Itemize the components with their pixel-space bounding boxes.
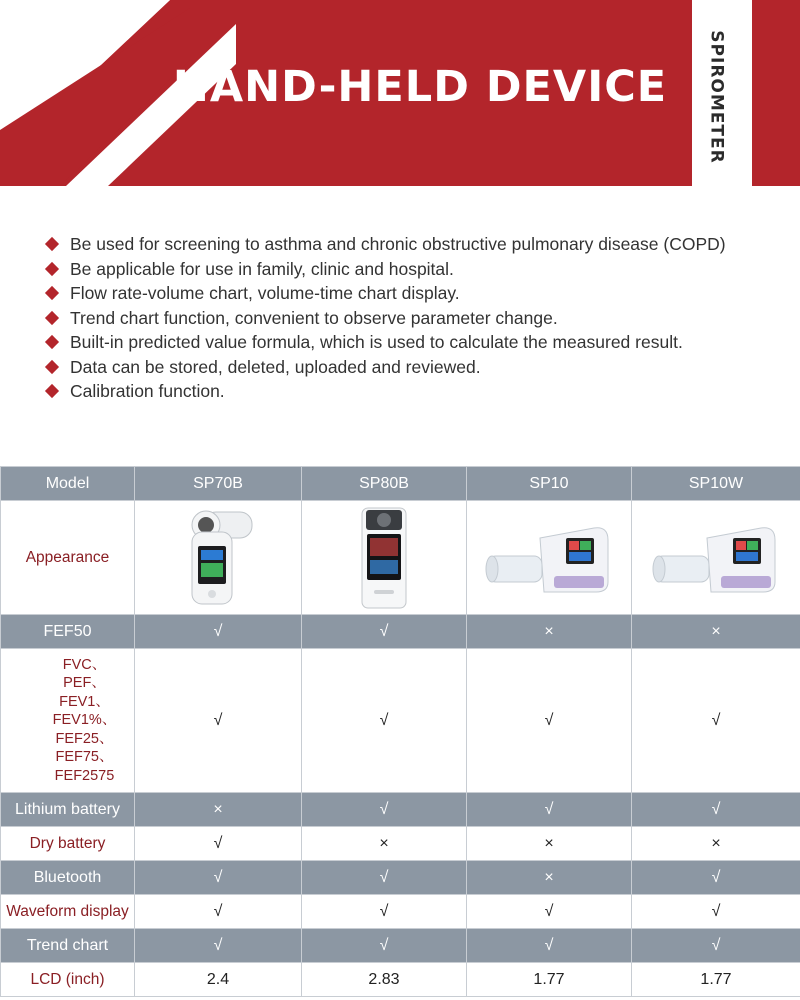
trend-sp80b: √	[302, 929, 467, 963]
table-row-bluetooth	[1, 861, 800, 895]
dry-sp10: ×	[467, 827, 632, 861]
bluetooth-sp70b: √	[135, 861, 302, 895]
row-label-appearance: Appearance	[1, 501, 135, 615]
waveform-sp80b: √	[302, 895, 467, 929]
row-label-lcd: LCD (inch)	[1, 963, 135, 997]
trend-sp10: √	[467, 929, 632, 963]
row-label-params	[1, 649, 135, 793]
fef50-sp10: ×	[467, 615, 632, 649]
param-label: FEF75、	[55, 749, 114, 766]
appearance-sp70b	[135, 501, 302, 615]
trend-sp10w: √	[632, 929, 800, 963]
waveform-sp70b: √	[135, 895, 302, 929]
appearance-sp10w	[632, 501, 800, 615]
side-label-text: SPIROMETER	[707, 30, 727, 164]
sp10w-device-image	[651, 518, 781, 598]
bluetooth-sp10w: √	[632, 861, 800, 895]
appearance-sp80b	[302, 501, 467, 615]
feature-item: Data can be stored, deleted, uploaded and reviewed.	[44, 355, 756, 380]
param-label: PEF、	[63, 675, 106, 692]
side-label	[700, 8, 734, 186]
feature-item: Be applicable for use in family, clinic and hospital.	[44, 257, 756, 282]
spec-table	[0, 466, 800, 997]
appearance-sp10	[467, 501, 632, 615]
table-row-waveform	[1, 895, 800, 929]
dry-sp70b: √	[135, 827, 302, 861]
sp80b-device-image	[354, 506, 414, 610]
table-row-dry	[1, 827, 800, 861]
feature-item: Be used for screening to asthma and chronic obstructive pulmonary disease (COPD)	[44, 232, 756, 257]
row-label-fef50: FEF50	[1, 615, 135, 649]
lithium-sp10w: √	[632, 793, 800, 827]
feature-list	[44, 232, 756, 404]
waveform-sp10w: √	[632, 895, 800, 929]
header-model-sp80b: SP80B	[302, 467, 467, 501]
row-label-dry: Dry battery	[1, 827, 135, 861]
lithium-sp10: √	[467, 793, 632, 827]
lcd-sp80b: 2.83	[302, 963, 467, 997]
fef50-sp70b: √	[135, 615, 302, 649]
banner-right-block	[752, 0, 800, 186]
header-model-sp10w: SP10W	[632, 467, 800, 501]
waveform-sp10: √	[467, 895, 632, 929]
param-label: FEV1%、	[52, 712, 117, 729]
lithium-sp80b: √	[302, 793, 467, 827]
param-label: FEV1、	[59, 693, 110, 710]
diamond-bullet-icon	[45, 237, 59, 251]
diamond-bullet-icon	[45, 261, 59, 275]
diamond-bullet-icon	[45, 359, 59, 373]
table-header-row	[1, 467, 800, 501]
param-label: FVC、	[62, 656, 107, 673]
row-label-trend: Trend chart	[1, 929, 135, 963]
params-sp10: √	[467, 649, 632, 793]
sp10-device-image	[484, 518, 614, 598]
bluetooth-sp80b: √	[302, 861, 467, 895]
param-label: FEF2575	[54, 767, 115, 784]
trend-sp70b: √	[135, 929, 302, 963]
bluetooth-sp10: ×	[467, 861, 632, 895]
fef50-sp80b: √	[302, 615, 467, 649]
table-row-params	[1, 649, 800, 793]
feature-item: Calibration function.	[44, 379, 756, 404]
feature-item: Built-in predicted value formula, which is used to calculate the measured result.	[44, 330, 756, 355]
table-row-appearance	[1, 501, 800, 615]
params-sp70b: √	[135, 649, 302, 793]
row-label-bluetooth: Bluetooth	[1, 861, 135, 895]
header-model-sp70b: SP70B	[135, 467, 302, 501]
params-sp80b: √	[302, 649, 467, 793]
diamond-bullet-icon	[45, 384, 59, 398]
lcd-sp10: 1.77	[467, 963, 632, 997]
diamond-bullet-icon	[45, 286, 59, 300]
fef50-sp10w: ×	[632, 615, 800, 649]
row-label-waveform: Waveform display	[1, 895, 135, 929]
lcd-sp10w: 1.77	[632, 963, 800, 997]
table-row-lithium	[1, 793, 800, 827]
header-banner	[0, 0, 800, 186]
diamond-bullet-icon	[45, 310, 59, 324]
dry-sp80b: ×	[302, 827, 467, 861]
lithium-sp70b: ×	[135, 793, 302, 827]
row-label-lithium: Lithium battery	[1, 793, 135, 827]
feature-item: Trend chart function, convenient to observe parameter change.	[44, 306, 756, 331]
table-row-trend	[1, 929, 800, 963]
param-label: FEF25、	[55, 730, 114, 747]
feature-item: Flow rate-volume chart, volume-time chart display.	[44, 281, 756, 306]
header-model-label: Model	[1, 467, 135, 501]
params-sp10w: √	[632, 649, 800, 793]
lcd-sp70b: 2.4	[135, 963, 302, 997]
diamond-bullet-icon	[45, 335, 59, 349]
dry-sp10w: ×	[632, 827, 800, 861]
header-model-sp10: SP10	[467, 467, 632, 501]
table-row-fef50	[1, 615, 800, 649]
table-row-lcd	[1, 963, 800, 997]
sp70b-device-image	[176, 508, 260, 608]
page-title: HAND-HELD DEVICE	[172, 62, 668, 112]
